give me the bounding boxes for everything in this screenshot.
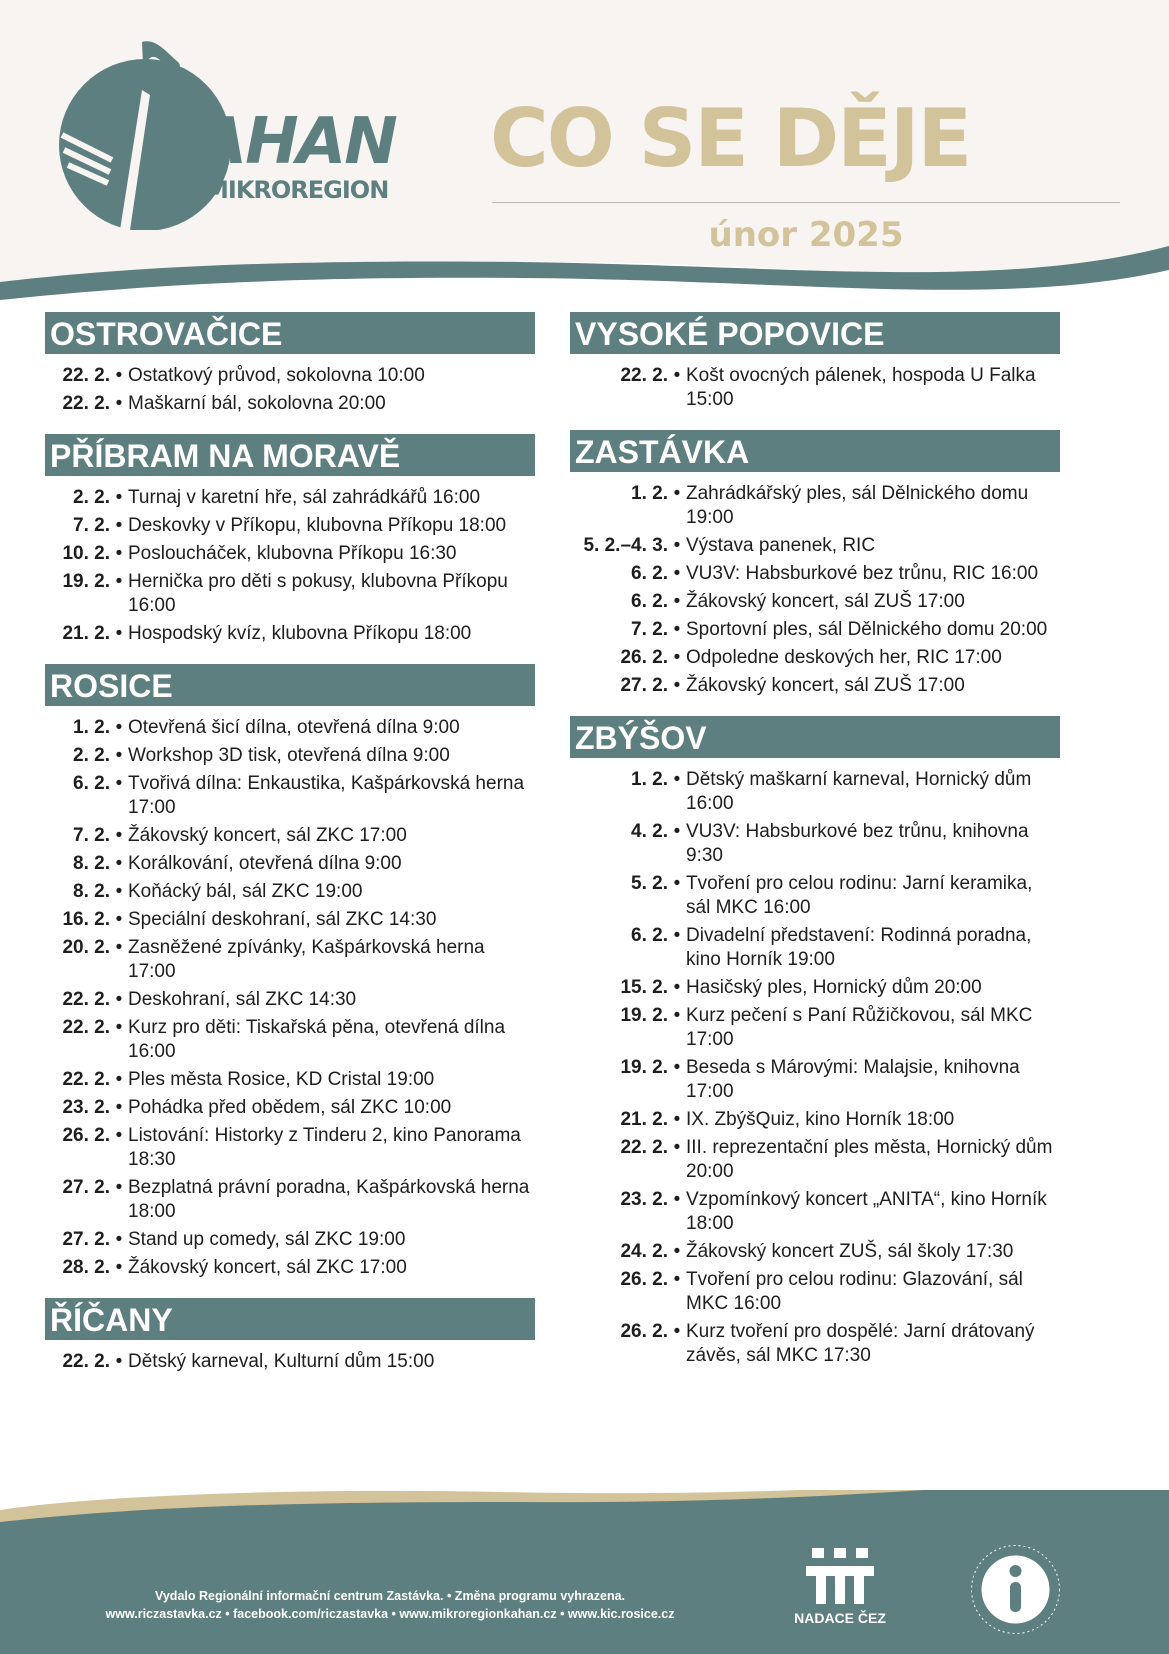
event-date: 23. 2.: [62, 1097, 110, 1118]
event-date: 19. 2.: [620, 1005, 668, 1026]
bullet: •: [115, 853, 123, 874]
event-date: 22. 2.: [62, 1017, 110, 1038]
event-item: [45, 936, 535, 984]
event-date: 7. 2.: [73, 515, 110, 536]
event-text: Zasněžené zpívánky, Kašpárkovská herna 17:00: [128, 937, 485, 982]
event-text: Tvořivá dílna: Enkaustika, Kašpárkovská herna 17:00: [128, 773, 525, 818]
event-text: Deskovky v Příkopu, klubovna Příkopu 18:00: [128, 515, 507, 536]
bullet: •: [115, 1257, 123, 1278]
event-text: Ples města Rosice, KD Cristal 19:00: [128, 1069, 435, 1090]
event-item: [45, 364, 535, 388]
event-text: Kurz pečení s Paní Růžičkovou, sál MKC 17:00: [686, 1005, 1033, 1050]
event-text: Listování: Historky z Tinderu 2, kino Panorama 18:30: [128, 1125, 521, 1170]
bullet: •: [115, 1069, 123, 1090]
event-item: [570, 820, 1060, 868]
event-item: [570, 618, 1060, 642]
section-zastávka: [570, 430, 1060, 702]
event-text: Koňácký bál, sál ZKC 19:00: [128, 881, 363, 902]
event-date: 21. 2.: [620, 1109, 668, 1130]
event-text: Odpoledne deskových her, RIC 17:00: [686, 647, 1002, 668]
bullet: •: [673, 535, 681, 556]
event-text: Bezplatná právní poradna, Kašpárkovská herna 18:00: [128, 1177, 530, 1222]
event-item: [570, 768, 1060, 816]
bullet: •: [115, 881, 123, 902]
event-date: 1. 2.: [73, 717, 110, 738]
event-item: [45, 1124, 535, 1172]
event-item: [45, 744, 535, 768]
bullet: •: [673, 619, 681, 640]
bullet: •: [673, 675, 681, 696]
event-item: [45, 542, 535, 566]
bullet: •: [115, 1229, 123, 1250]
event-date: 26. 2.: [62, 1125, 110, 1146]
event-item: [570, 1268, 1060, 1316]
event-date: 27. 2.: [62, 1229, 110, 1250]
bullet: •: [673, 977, 681, 998]
bullet: •: [673, 1321, 681, 1342]
bullet: •: [673, 821, 681, 842]
bullet: •: [115, 825, 123, 846]
event-item: [570, 1056, 1060, 1104]
event-item: [45, 622, 535, 646]
event-item: [570, 534, 1060, 558]
event-date: 22. 2.: [62, 989, 110, 1010]
event-text: Turnaj v karetní hře, sál zahrádkářů 16:00: [128, 487, 481, 508]
event-item: [570, 1108, 1060, 1132]
event-date: 8. 2.: [73, 881, 110, 902]
footer-links: www.riczastavka.cz • facebook.com/riczastavka • www.mikroregionkahan.cz • www.kic.rosice.cz: [105, 1607, 675, 1621]
event-item: [45, 772, 535, 820]
bullet: •: [115, 515, 123, 536]
event-item: [45, 1256, 535, 1280]
section-zbýšov: [570, 716, 1060, 1372]
event-date: 26. 2.: [620, 1269, 668, 1290]
title-divider: [492, 202, 1120, 203]
cez-logo-icon: [802, 1548, 878, 1604]
event-date: 4. 2.: [631, 821, 668, 842]
bullet: •: [673, 365, 681, 386]
event-date: 8. 2.: [73, 853, 110, 874]
bullet: •: [673, 873, 681, 894]
bullet: •: [115, 773, 123, 794]
event-text: Otevřená šicí dílna, otevřená dílna 9:00: [128, 717, 460, 738]
event-date: 6. 2.: [631, 591, 668, 612]
right-column: [570, 312, 1060, 1386]
event-text: IX. ZbýšQuiz, kino Horník 18:00: [686, 1109, 955, 1130]
event-item: [570, 1188, 1060, 1236]
footer-text: [40, 1587, 740, 1623]
event-date: 22. 2.: [62, 1351, 110, 1372]
bullet: •: [673, 1057, 681, 1078]
event-date: 22. 2.: [62, 1069, 110, 1090]
bullet: •: [673, 483, 681, 504]
bullet: •: [115, 623, 123, 644]
event-text: VU3V: Habsburkové bez trůnu, RIC 16:00: [686, 563, 1039, 584]
footer-publisher: Vydalo Regionální informační centrum Zastávka. • Změna programu vyhrazena.: [154, 1589, 625, 1603]
event-text: Pohádka před obědem, sál ZKC 10:00: [128, 1097, 452, 1118]
event-item: [570, 590, 1060, 614]
section-title: PŘÍBRAM NA MORAVĚ: [45, 434, 535, 476]
event-item: [570, 674, 1060, 698]
logo-kahan-text: KAHAN: [150, 105, 396, 179]
bullet: •: [115, 393, 123, 414]
event-text: Divadelní představení: Rodinná poradna, kino Horník 19:00: [686, 925, 1032, 970]
event-date: 2. 2.: [73, 487, 110, 508]
bullet: •: [115, 1351, 123, 1372]
event-date: 27. 2.: [62, 1177, 110, 1198]
event-date: 19. 2.: [62, 571, 110, 592]
event-date: 24. 2.: [620, 1241, 668, 1262]
event-text: Deskohraní, sál ZKC 14:30: [128, 989, 357, 1010]
left-column: [45, 312, 535, 1392]
event-item: [45, 514, 535, 538]
event-item: [570, 1004, 1060, 1052]
event-item: [45, 1350, 535, 1374]
event-date: 1. 2.: [631, 769, 668, 790]
bullet: •: [115, 989, 123, 1010]
bullet: •: [673, 1109, 681, 1130]
event-text: Košt ovocných pálenek, hospoda U Falka 15:00: [686, 365, 1036, 410]
bullet: •: [115, 745, 123, 766]
event-item: [45, 852, 535, 876]
event-text: Posloucháček, klubovna Příkopu 16:30: [128, 543, 457, 564]
event-text: Hasičský ples, Hornický dům 20:00: [686, 977, 982, 998]
event-item: [45, 1228, 535, 1252]
event-text: Vzpomínkový koncert „ANITA“, kino Horník 18:00: [686, 1189, 1047, 1234]
event-item: [570, 976, 1060, 1000]
event-item: [570, 1240, 1060, 1264]
bullet: •: [673, 563, 681, 584]
event-text: Beseda s Márovými: Malajsie, knihovna 17:00: [686, 1057, 1020, 1102]
event-text: VU3V: Habsburkové bez trůnu, knihovna 9:30: [686, 821, 1029, 866]
section-rosice: [45, 664, 535, 1284]
event-text: Tvoření pro celou rodinu: Glazování, sál MKC 16:00: [686, 1269, 1023, 1314]
event-item: [45, 824, 535, 848]
section-title: VYSOKÉ POPOVICE: [570, 312, 1060, 354]
event-date: 22. 2.: [620, 365, 668, 386]
event-item: [45, 1176, 535, 1224]
logo-mikroregion-text: MIKROREGION: [205, 176, 389, 204]
section-příbram-na-moravě: [45, 434, 535, 650]
event-text: Korálkování, otevřená dílna 9:00: [128, 853, 402, 874]
event-text: Žákovský koncert ZUŠ, sál školy 17:30: [686, 1241, 1014, 1262]
event-date: 5. 2.–4. 3.: [583, 535, 668, 556]
event-item: [570, 1136, 1060, 1184]
event-date: 6. 2.: [73, 773, 110, 794]
event-date: 22. 2.: [62, 393, 110, 414]
bullet: •: [115, 1017, 123, 1038]
bullet: •: [115, 571, 123, 592]
event-date: 22. 2.: [62, 365, 110, 386]
bullet: •: [115, 1177, 123, 1198]
event-date: 28. 2.: [62, 1257, 110, 1278]
event-text: Hernička pro děti s pokusy, klubovna Příkopu 16:00: [128, 571, 508, 616]
event-text: Kurz tvoření pro dospělé: Jarní drátovaný závěs, sál MKC 17:30: [686, 1321, 1035, 1366]
event-item: [45, 988, 535, 1012]
bullet: •: [115, 909, 123, 930]
event-item: [45, 716, 535, 740]
bullet: •: [115, 487, 123, 508]
event-item: [45, 1016, 535, 1064]
bullet: •: [115, 543, 123, 564]
event-date: 2. 2.: [73, 745, 110, 766]
event-item: [570, 1320, 1060, 1368]
section-title: ZBÝŠOV: [570, 716, 1060, 758]
event-text: Tvoření pro celou rodinu: Jarní keramika, sál MKC 16:00: [686, 873, 1033, 918]
event-item: [45, 1096, 535, 1120]
section-title: ZASTÁVKA: [570, 430, 1060, 472]
event-item: [45, 570, 535, 618]
event-date: 16. 2.: [62, 909, 110, 930]
event-date: 7. 2.: [73, 825, 110, 846]
section-vysoké-popovice: [570, 312, 1060, 416]
bullet: •: [673, 1005, 681, 1026]
bullet: •: [673, 1137, 681, 1158]
section-ostrovačice: [45, 312, 535, 420]
bullet: •: [115, 1125, 123, 1146]
event-item: [45, 908, 535, 932]
event-text: Žákovský koncert, sál ZUŠ 17:00: [686, 675, 965, 696]
event-date: 27. 2.: [620, 675, 668, 696]
month-label: únor 2025: [708, 215, 904, 255]
bullet: •: [673, 1241, 681, 1262]
ric-logo-info-icon: [968, 1542, 1063, 1637]
event-date: 15. 2.: [620, 977, 668, 998]
event-date: 26. 2.: [620, 1321, 668, 1342]
event-item: [570, 924, 1060, 972]
bullet: •: [115, 1097, 123, 1118]
event-item: [570, 364, 1060, 412]
event-date: 6. 2.: [631, 925, 668, 946]
event-text: III. reprezentační ples města, Hornický dům 20:00: [686, 1137, 1053, 1182]
event-item: [570, 482, 1060, 530]
event-item: [570, 872, 1060, 920]
event-date: 10. 2.: [62, 543, 110, 564]
nadace-cez-logo: [790, 1548, 890, 1626]
event-text: Speciální deskohraní, sál ZKC 14:30: [128, 909, 437, 930]
event-date: 5. 2.: [631, 873, 668, 894]
section-říčany: [45, 1298, 535, 1378]
event-date: 20. 2.: [62, 937, 110, 958]
event-text: Workshop 3D tisk, otevřená dílna 9:00: [128, 745, 450, 766]
event-text: Kurz pro děti: Tiskařská pěna, otevřená dílna 16:00: [128, 1017, 506, 1062]
event-date: 6. 2.: [631, 563, 668, 584]
bullet: •: [115, 717, 123, 738]
event-text: Dětský maškarní karneval, Hornický dům 16:00: [686, 769, 1032, 814]
bullet: •: [673, 1189, 681, 1210]
event-text: Hospodský kvíz, klubovna Příkopu 18:00: [128, 623, 472, 644]
page-title: CO SE DĚJE: [490, 92, 971, 185]
event-date: 7. 2.: [631, 619, 668, 640]
event-text: Sportovní ples, sál Dělnického domu 20:00: [686, 619, 1048, 640]
event-text: Žákovský koncert, sál ZKC 17:00: [128, 1257, 407, 1278]
event-item: [45, 1068, 535, 1092]
event-item: [45, 880, 535, 904]
event-item: [45, 392, 535, 416]
event-text: Žákovský koncert, sál ZUŠ 17:00: [686, 591, 965, 612]
section-title: ŘÍČANY: [45, 1298, 535, 1340]
event-text: Ostatkový průvod, sokolovna 10:00: [128, 365, 425, 386]
bullet: •: [115, 937, 123, 958]
event-date: 22. 2.: [620, 1137, 668, 1158]
bullet: •: [115, 365, 123, 386]
bullet: •: [673, 1269, 681, 1290]
bullet: •: [673, 769, 681, 790]
event-text: Zahrádkářský ples, sál Dělnického domu 19:00: [686, 483, 1029, 528]
bullet: •: [673, 925, 681, 946]
event-date: 19. 2.: [620, 1057, 668, 1078]
event-text: Maškarní bál, sokolovna 20:00: [128, 393, 386, 414]
bullet: •: [673, 647, 681, 668]
event-date: 1. 2.: [631, 483, 668, 504]
bullet: •: [673, 591, 681, 612]
event-date: 21. 2.: [62, 623, 110, 644]
event-item: [570, 646, 1060, 670]
event-text: Stand up comedy, sál ZKC 19:00: [128, 1229, 406, 1250]
event-item: [570, 562, 1060, 586]
event-date: 23. 2.: [620, 1189, 668, 1210]
event-text: Výstava panenek, RIC: [686, 535, 876, 556]
section-title: ROSICE: [45, 664, 535, 706]
event-item: [45, 486, 535, 510]
event-date: 26. 2.: [620, 647, 668, 668]
event-text: Žákovský koncert, sál ZKC 17:00: [128, 825, 407, 846]
cez-label: NADACE ČEZ: [794, 1610, 886, 1626]
event-text: Dětský karneval, Kulturní dům 15:00: [128, 1351, 435, 1372]
section-title: OSTROVAČICE: [45, 312, 535, 354]
